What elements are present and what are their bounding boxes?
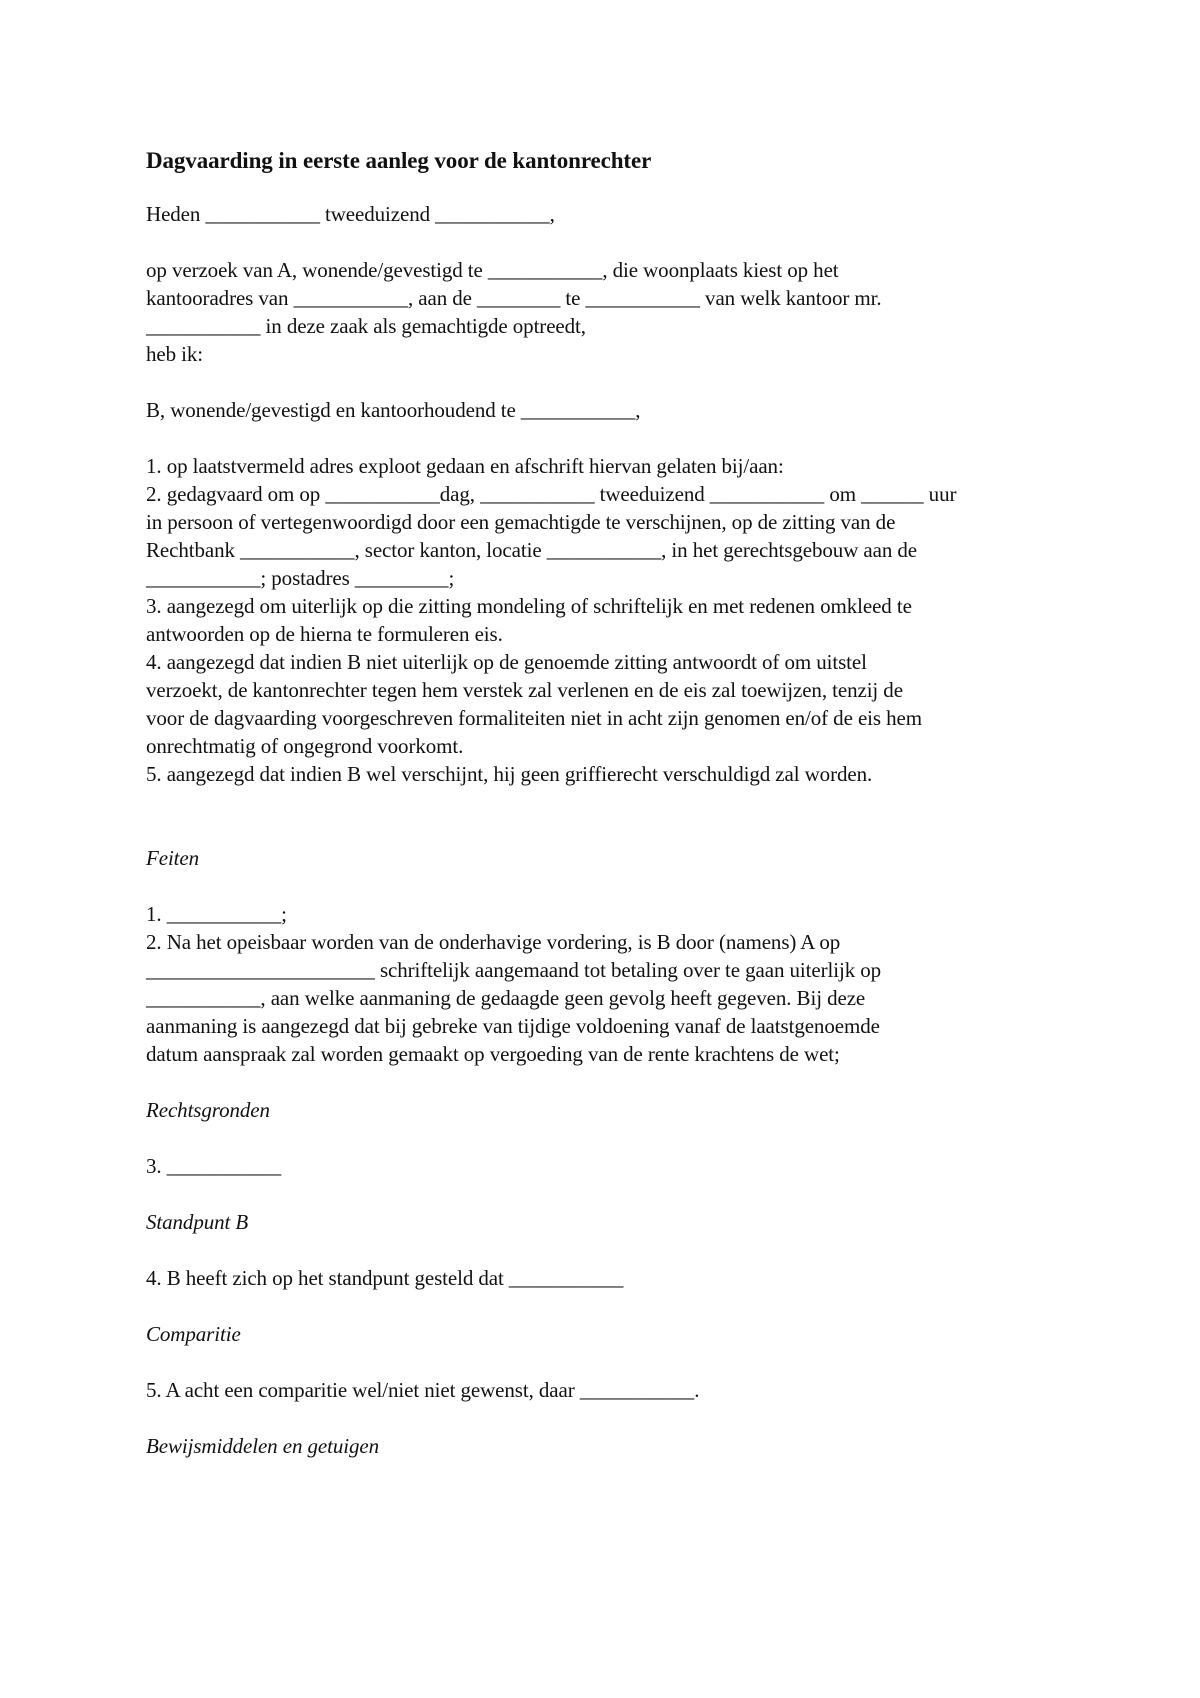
document-title: Dagvaarding in eerste aanleg voor de kantonrechter [146,148,652,173]
spacer [146,1068,1076,1096]
standpunt-line: 4. B heeft zich op het standpunt gesteld dat ___________ [146,1266,624,1290]
summons-line: voor de dagvaarding voorgeschreven formaliteiten niet in acht zijn genomen en/of de eis hem [146,706,922,730]
rechtsgronden-line: 3. ___________ [146,1154,282,1178]
section-heading-feiten: Feiten [146,846,200,870]
document-page [146,146,1076,1460]
spacer [146,1236,1076,1264]
spacer [146,368,1076,396]
section-heading-comparitie: Comparitie [146,1322,241,1346]
summons-line: antwoorden op de hierna te formuleren eis. [146,622,503,646]
spacer [146,228,1076,256]
summons-line: 5. aangezegd dat indien B wel verschijnt, hij geen griffierecht verschuldigd zal worden. [146,762,873,786]
summons-line: onrechtmatig of ongegrond voorkomt. [146,734,464,758]
spacer [146,788,1076,844]
request-block [146,256,1076,368]
spacer [146,1124,1076,1152]
summons-line: Rechtbank ___________, sector kanton, locatie ___________, in het gerechtsgebouw aan de [146,538,918,562]
feiten-block [146,900,1076,1068]
spacer [146,872,1076,900]
feiten-line: aanmaning is aangezegd dat bij gebreke van tijdige voldoening vanaf de laatstgenoemde [146,1014,880,1038]
feiten-line: ______________________ schriftelijk aangemaand tot betaling over te gaan uiterlijk op [146,958,882,982]
summons-line: in persoon of vertegenwoordigd door een gemachtigde te verschijnen, op de zitting van de [146,510,896,534]
spacer [146,424,1076,452]
request-line: op verzoek van A, wonende/gevestigd te ___________, die woonplaats kiest op het [146,258,839,282]
summons-block [146,452,1076,788]
summons-line: 4. aangezegd dat indien B niet uiterlijk op de genoemde zitting antwoordt of om uitstel [146,650,867,674]
summons-line: 3. aangezegd om uiterlijk op die zitting mondeling of schriftelijk en met redenen omkleed te [146,594,912,618]
section-heading-rechtsgronden: Rechtsgronden [146,1098,270,1122]
summons-line: ___________; postadres _________; [146,566,455,590]
summons-line: verzoekt, de kantonrechter tegen hem verstek zal verlenen en de eis zal toewijzen, tenzij de [146,678,903,702]
feiten-line: 1. ___________; [146,902,287,926]
feiten-line: ___________, aan welke aanmaning de gedaagde geen gevolg heeft gegeven. Bij deze [146,986,866,1010]
spacer [146,1180,1076,1208]
spacer [146,1348,1076,1376]
section-heading-bewijs: Bewijsmiddelen en getuigen [146,1434,380,1458]
date-line: Heden ___________ tweeduizend ___________, [146,202,555,226]
summons-line: 2. gedagvaard om op ___________dag, ___________ tweeduizend ___________ om ______ uur [146,482,957,506]
section-heading-standpunt: Standpunt B [146,1210,249,1234]
defendant-line: B, wonende/gevestigd en kantoorhoudend te ___________, [146,398,641,422]
summons-line: 1. op laatstvermeld adres exploot gedaan en afschrift hiervan gelaten bij/aan: [146,454,784,478]
feiten-line: 2. Na het opeisbaar worden van de onderhavige vordering, is B door (namens) A op [146,930,841,954]
spacer [146,1404,1076,1432]
request-line: heb ik: [146,342,204,366]
request-line: kantooradres van ___________, aan de ________ te ___________ van welk kantoor mr. [146,286,882,310]
comparitie-line: 5. A acht een comparitie wel/niet niet gewenst, daar ___________. [146,1378,700,1402]
spacer [146,1292,1076,1320]
feiten-line: datum aanspraak zal worden gemaakt op vergoeding van de rente krachtens de wet; [146,1042,840,1066]
request-line: ___________ in deze zaak als gemachtigde optreedt, [146,314,586,338]
